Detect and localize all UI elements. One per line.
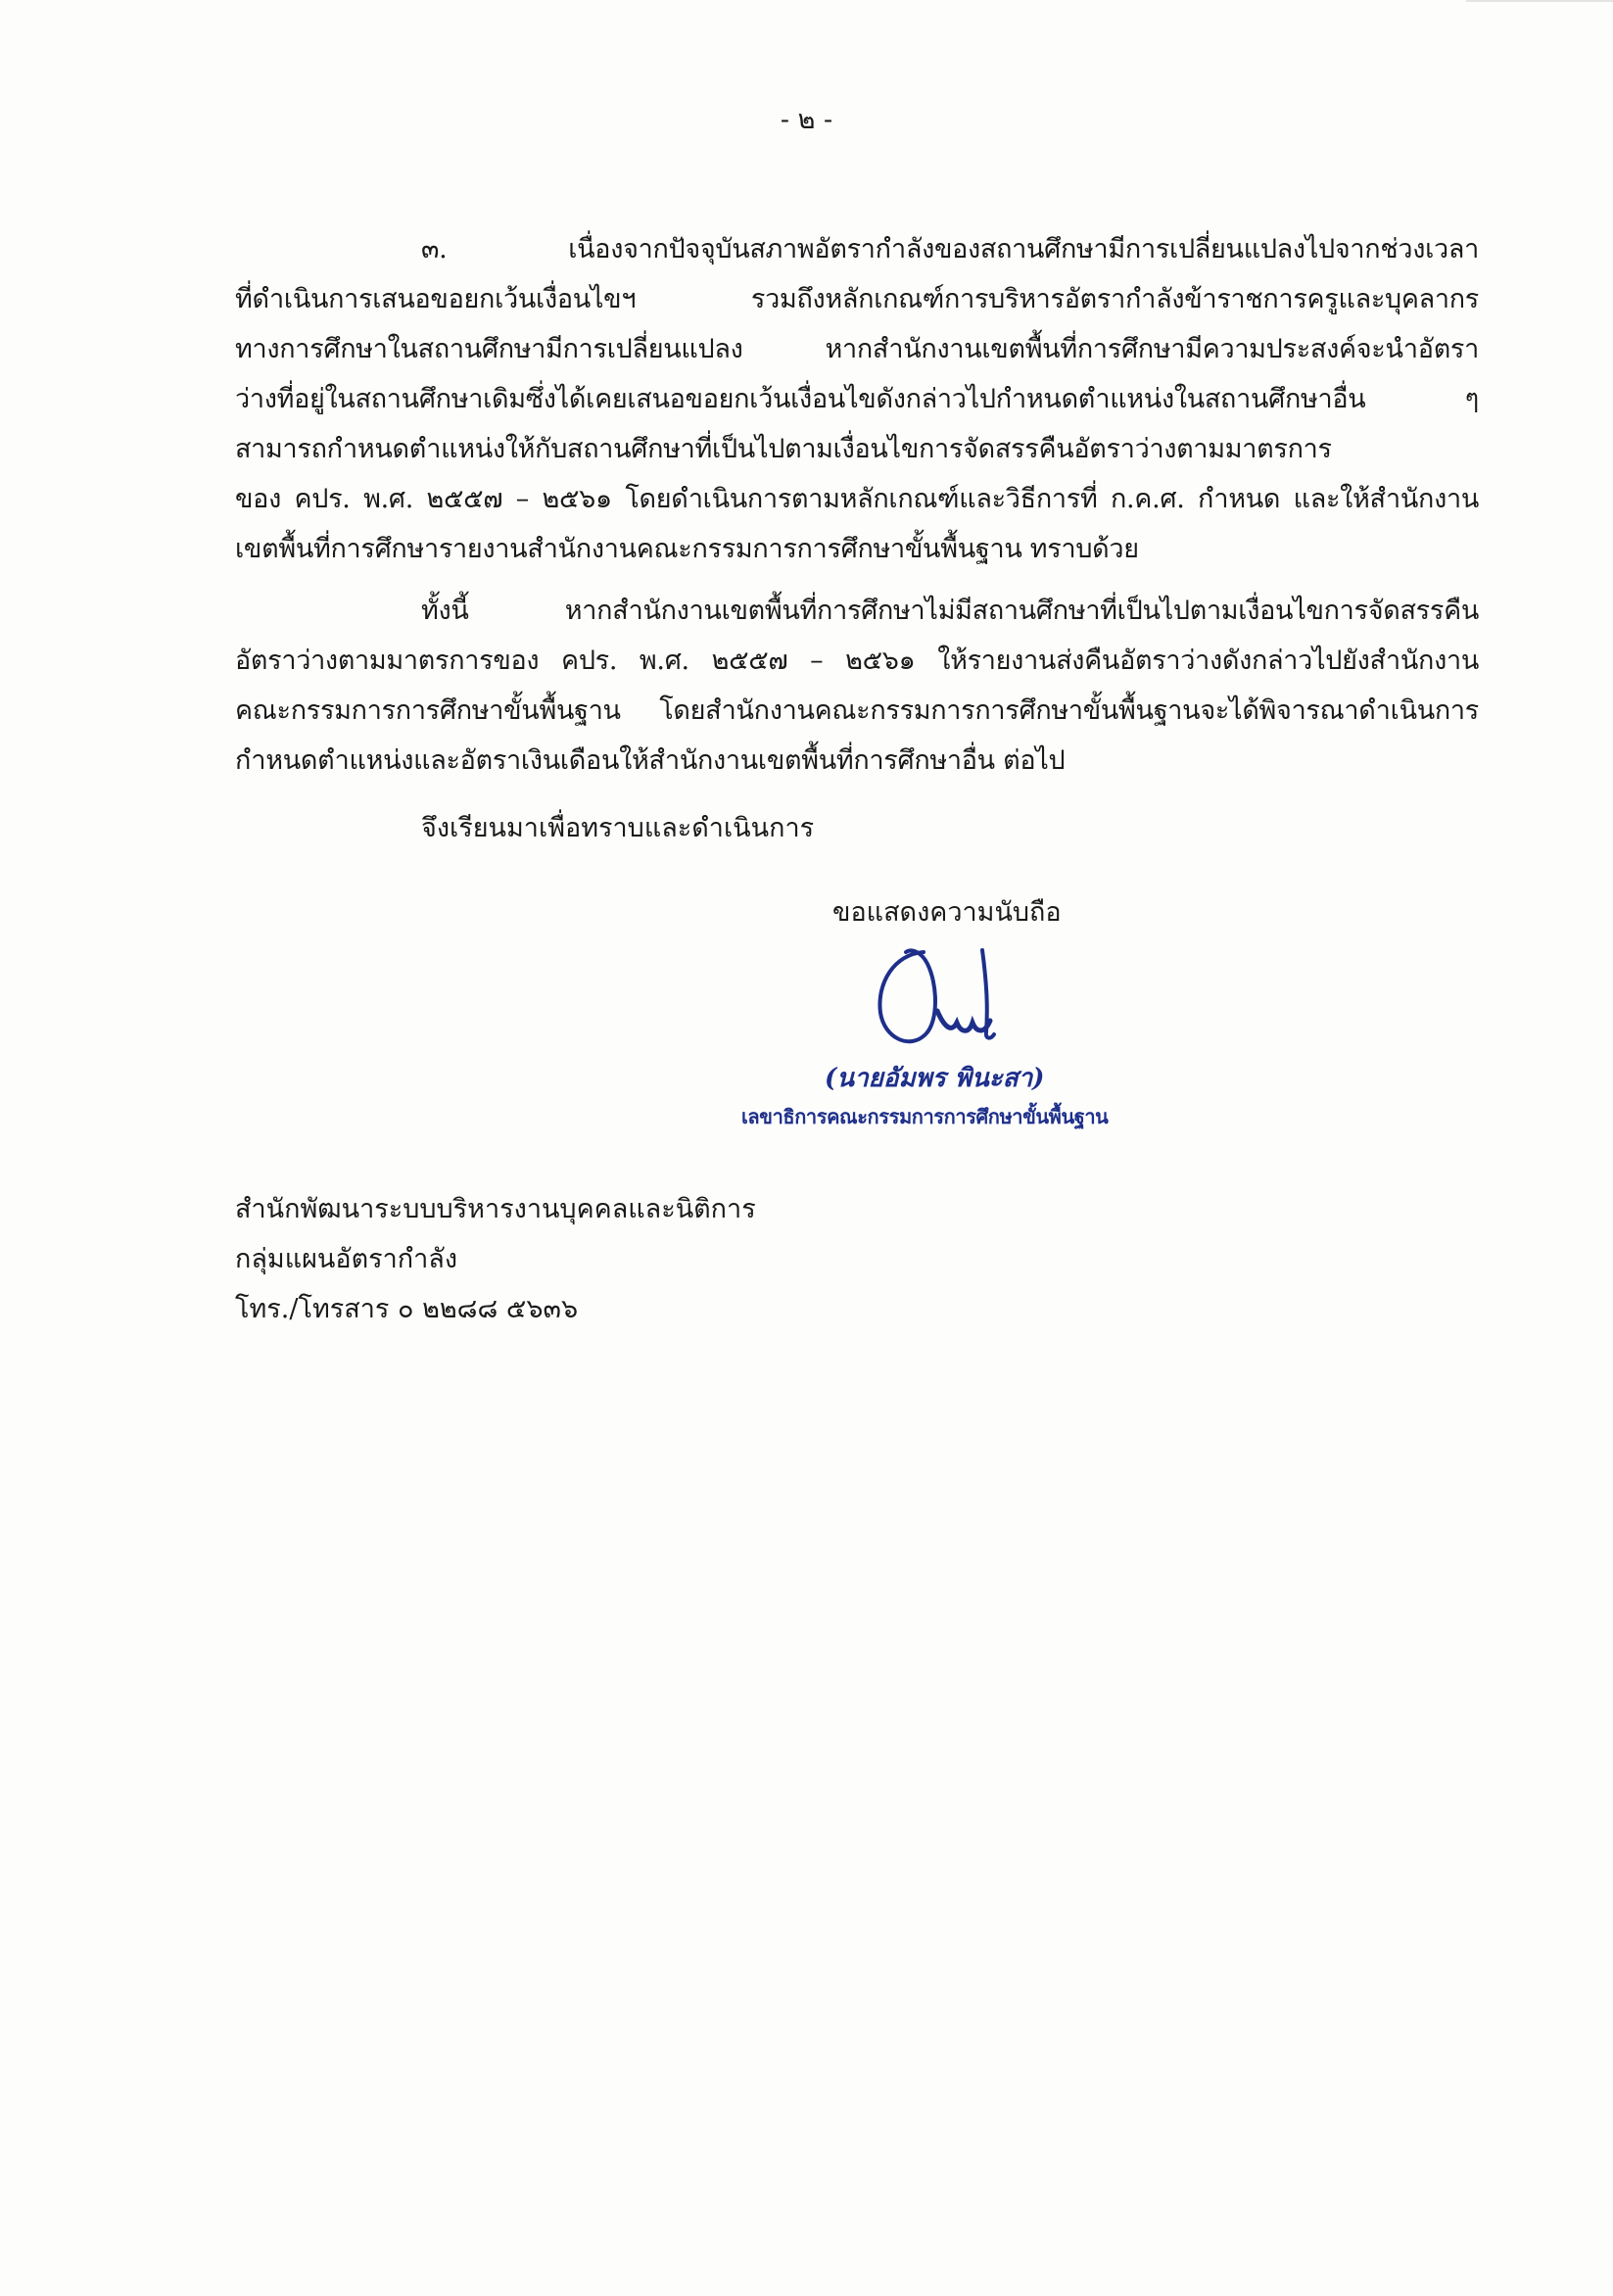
page-number: - ๒ - [780, 105, 833, 135]
footer-group: กลุ่มแผนอัตรากำลัง [235, 1244, 458, 1274]
paragraph-1-line: ที่ดำเนินการเสนอขอยกเว้นเงื่อนไขฯ รวมถึงหลักเกณฑ์การบริหารอัตรากำลังข้าราชการครูและบุคลากร [235, 284, 1479, 314]
footer-contact: โทร./โทรสาร ๐ ๒๒๘๘ ๕๖๓๖ [235, 1294, 579, 1324]
paragraph-1-line: ของ คปร. พ.ศ. ๒๕๕๗ – ๒๕๖๑ โดยดำเนินการตามหลักเกณฑ์และวิธีการที่ ก.ค.ศ. กำหนด และให้สำนักงาน [235, 484, 1479, 514]
signer-position: เลขาธิการคณะกรรมการการศึกษาขั้นพื้นฐาน [741, 1105, 1109, 1128]
paragraph-1-line: ว่างที่อยู่ในสถานศึกษาเดิมซึ่งได้เคยเสนอขอยกเว้นเงื่อนไขดังกล่าวไปกำหนดตำแหน่งในสถานศึกษาอื่น ๆ [235, 384, 1479, 414]
paragraph-1-line: ๓. เนื่องจากปัจจุบันสภาพอัตรากำลังของสถานศึกษามีการเปลี่ยนแปลงไปจากช่วงเวลา [421, 234, 1479, 264]
paragraph-2-line: ทั้งนี้ หากสำนักงานเขตพื้นที่การศึกษาไม่มีสถานศึกษาที่เป็นไปตามเงื่อนไขการจัดสรรคืน [421, 596, 1479, 626]
paragraph-2-line: คณะกรรมการการศึกษาขั้นพื้นฐาน โดยสำนักงานคณะกรรมการการศึกษาขั้นพื้นฐานจะได้พิจารณาดำเนินการ [235, 695, 1479, 726]
paragraph-2-line: อัตราว่างตามมาตรการของ คปร. พ.ศ. ๒๕๕๗ – ๒๕๖๑ ให้รายงานส่งคืนอัตราว่างดังกล่าวไปยังสำนักงาน [235, 646, 1479, 676]
paragraph-1-line: เขตพื้นที่การศึกษารายงานสำนักงานคณะกรรมการการศึกษาขั้นพื้นฐาน ทราบด้วย [235, 534, 1139, 564]
paragraph-1-line: สามารถกำหนดตำแหน่งให้กับสถานศึกษาที่เป็นไปตามเงื่อนไขการจัดสรรคืนอัตราว่างตามมาตรการ [235, 434, 1332, 464]
footer-office: สำนักพัฒนาระบบบริหารงานบุคคลและนิติการ [235, 1194, 756, 1224]
closing-sentence: จึงเรียนมาเพื่อทราบและดำเนินการ [421, 813, 815, 843]
scan-edge-mark [1466, 0, 1613, 2]
handwritten-signature [867, 940, 1023, 1053]
complimentary-close: ขอแสดงความนับถือ [832, 897, 1062, 928]
signer-name: (นายอัมพร พินะสา) [825, 1064, 1045, 1093]
paragraph-2-line: กำหนดตำแหน่งและอัตราเงินเดือนให้สำนักงานเขตพื้นที่การศึกษาอื่น ต่อไป [235, 745, 1066, 776]
paragraph-1-line: ทางการศึกษาในสถานศึกษามีการเปลี่ยนแปลง หากสำนักงานเขตพื้นที่การศึกษามีความประสงค์จะนำอัตรา [235, 334, 1479, 364]
